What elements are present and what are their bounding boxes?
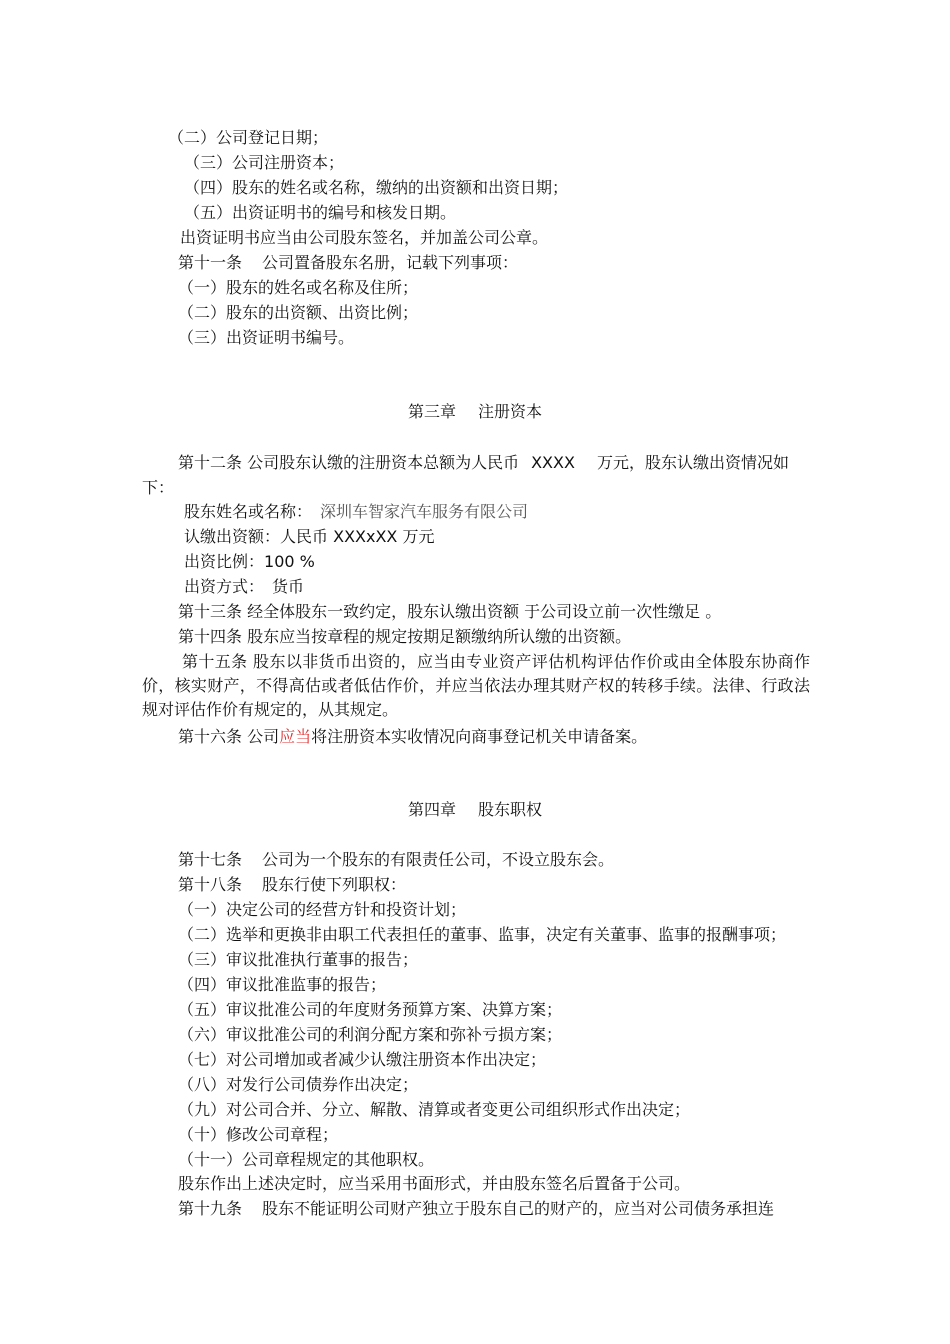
subscribed-value: 人民币 XXXxXX 万元 [280,527,435,546]
article-16-highlight: 应当 [279,727,312,746]
shareholder-name-row [184,500,528,524]
decision-note: 股东作出上述决定时，应当采用书面形式，并由股东签名后置备于公司。 [178,1174,691,1193]
art18-item-2: （二）选举和更换非由职工代表担任的董事、监事，决定有关董事、监事的报酬事项； [178,925,787,944]
art11-item-3: （三）出资证明书编号。 [178,328,355,347]
article-14: 第十四条 股东应当按章程的规定按期足额缴纳所认缴的出资额。 [178,627,632,646]
art11-item-2: （二）股东的出资额、出资比例； [178,303,419,322]
article-19-text: 股东不能证明公司财产独立于股东自己的财产的，应当对公司债务承担连 [262,1199,775,1218]
method-value: 货币 [272,577,305,596]
method-label: 出资方式： [184,577,265,596]
article-16-part-a: 第十六条 公司 [178,727,280,746]
ratio-row [184,550,315,574]
chapter-3-name: 注册资本 [478,402,543,421]
art18-item-5: （五）审议批准公司的年度财务预算方案、决算方案； [178,1000,563,1019]
article-12 [178,451,789,475]
chapter-4-number: 第四章 [407,800,456,819]
article-12-continued: 下： [142,478,175,497]
item-registered-capital: （三）公司注册资本； [184,153,345,172]
art18-item-3: （三）审议批准执行董事的报告； [178,950,419,969]
chapter-4-name: 股东职权 [478,800,543,819]
sign-note: 出资证明书应当由公司股东签名，并加盖公司公章。 [180,228,549,247]
article-11 [178,251,518,275]
chapter-3-heading [0,400,950,424]
article-15: 第十五条 股东以非货币出资的，应当由专业资产评估机构评估作价或由全体股东协商作价，核实财产，不得高估或者低估作价，并应当依法办理其财产权的转移手续。法律、行政法规对评估作价有规定的，从其规定。 [142,652,810,719]
art18-item-8: （八）对发行公司债券作出决定； [178,1075,419,1094]
article-18 [178,873,406,897]
article-11-title: 第十一条 [178,253,243,272]
art18-item-11: （十一）公司章程规定的其他职权。 [178,1150,435,1169]
art18-item-9: （九）对公司合并、分立、解散、清算或者变更公司组织形式作出决定； [178,1100,691,1119]
article-18-text: 股东行使下列职权： [262,875,407,894]
art11-item-1: （一）股东的姓名或名称及住所； [178,278,419,297]
item-registration-date: （二）公司登记日期； [168,128,329,147]
chapter-3-number: 第三章 [407,402,456,421]
shareholder-value: 深圳车智家汽车服务有限公司 [320,502,529,521]
art18-item-10: （十）修改公司章程； [178,1125,339,1144]
article-12-amount: XXXX [531,453,575,472]
item-shareholder-contribution: （四）股东的姓名或名称，缴纳的出资额和出资日期； [184,178,569,197]
article-19 [178,1197,774,1221]
article-12-lead: 第十二条 公司股东认缴的注册资本总额为人民币 [178,453,520,472]
art18-item-7: （七）对公司增加或者减少认缴注册资本作出决定； [178,1050,547,1069]
article-11-text: 公司置备股东名册，记载下列事项： [262,253,519,272]
article-17-title: 第十七条 [178,850,243,869]
subscribed-row [184,525,434,549]
subscribed-label: 认缴出资额： [184,527,281,546]
chapter-4-heading [0,798,950,822]
shareholder-label: 股东姓名或名称： [184,502,313,521]
ratio-value: 100 % [264,552,315,571]
art18-item-6: （六）审议批准公司的利润分配方案和弥补亏损方案； [178,1025,563,1044]
article-17 [178,848,614,872]
ratio-label: 出资比例： [184,552,265,571]
art18-item-1: （一）决定公司的经营方针和投资计划； [178,900,467,919]
article-19-title: 第十九条 [178,1199,243,1218]
article-12-rest: 万元，股东认缴出资情况如 [596,453,789,472]
article-17-text: 公司为一个股东的有限责任公司，不设立股东会。 [262,850,615,869]
article-16 [178,725,647,749]
item-certificate-number: （五）出资证明书的编号和核发日期。 [184,203,457,222]
article-16-part-b: 将注册资本实收情况向商事登记机关申请备案。 [311,727,648,746]
art18-item-4: （四）审议批准监事的报告； [178,975,387,994]
article-13: 第十三条 经全体股东一致约定，股东认缴出资额 于公司设立前一次性缴足 。 [178,602,722,621]
article-18-title: 第十八条 [178,875,243,894]
method-row [184,575,304,599]
